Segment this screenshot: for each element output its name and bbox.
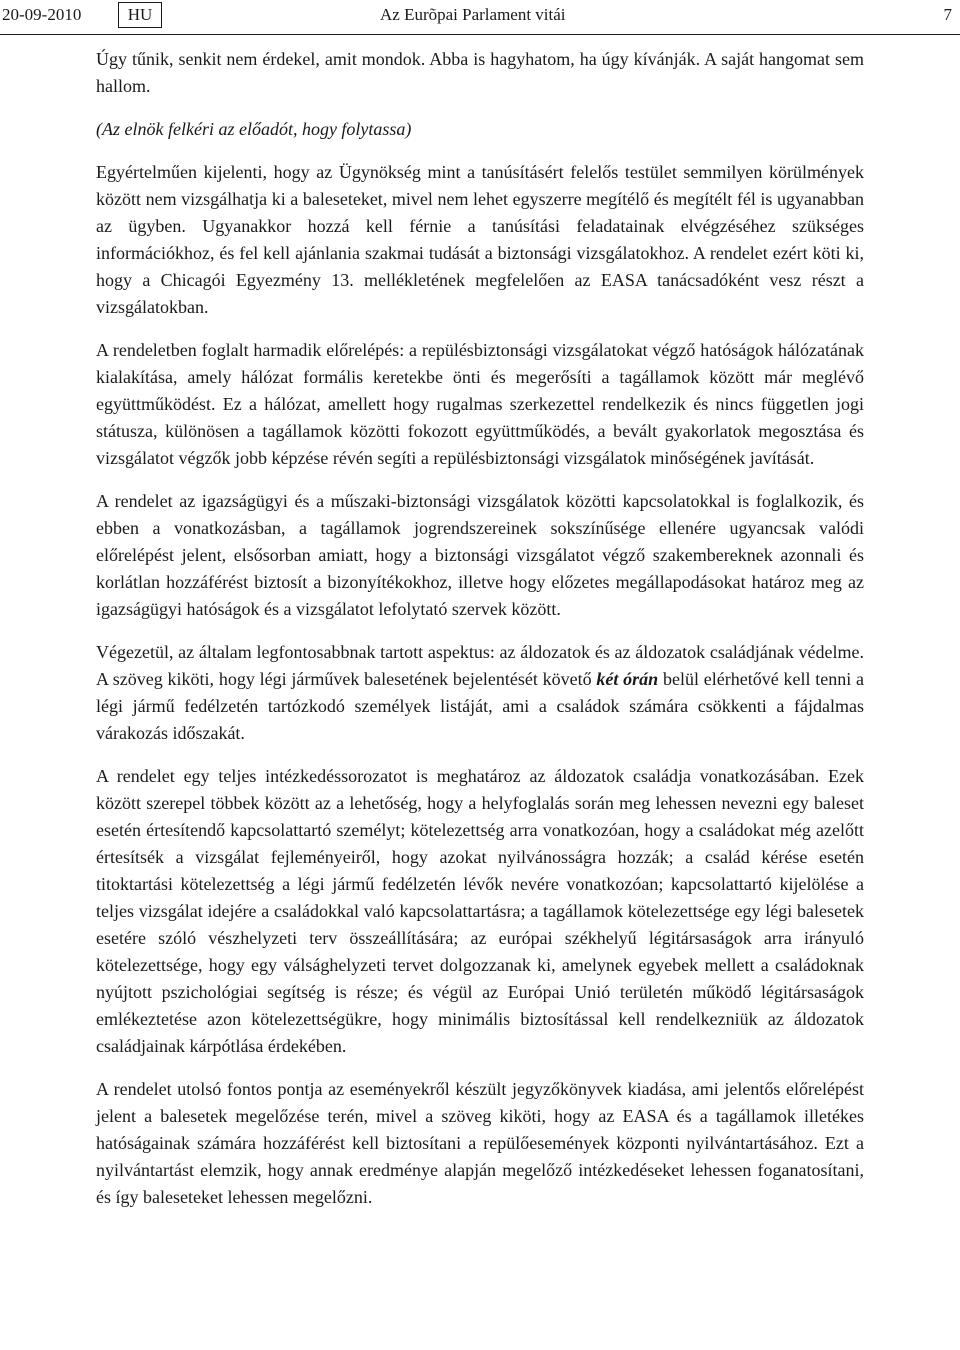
paragraph-measures: A rendelet egy teljes intézkedéssorozatot is meghatároz az áldozatok családja vonatkozásában. Ezek között szerepel többek között az a lehetőség, hogy a helyfoglalás során meg lehessen nevezni egy baleset esetén értesítendő kapcsolattartó személyt; kötelezettség arra vonatkozóan, hogy a családokat még azelőtt értesítsék a vizsgálat fejleményeiről, hogy azokat nyilvánosságra hozzák; a család kérése esetén titoktartási kötelezettség a légi jármű fedélzetén lévők nevére vonatkozóan; kapcsolattartó kijelölése a teljes vizsgálat idejére a családokkal való kapcsolattartásra; a tagállamok kötelezettsége egy légi balesetek esetére szóló vészhelyzeti terv összeállítására; az európai székhelyű légitársaságok arra irányuló kötelezettsége, hogy egy válsághelyzeti tervet dolgozzanak ki, amelynek egyebek mellett a családoknak nyújtott pszichológiai segítség is része; és végül az Európai Unió területén működő légitársaságok emlékeztetése azon kötelezettségükre, hogy minimális biztosítással kell rendelkezniük az áldozatok családjainak kárpótlása érdekében. bbox=[96, 766, 864, 1056]
page-header bbox=[0, 0, 960, 34]
paragraph-agency: Egyértelműen kijelenti, hogy az Ügynökség mint a tanúsításért felelős testület semmilyen körülmények között nem vizsgálhatja ki a baleseteket, mivel nem lehet egyszerre megítélő és megítélt fél is ugyanabban az ügyben. Ugyanakkor hozzá kell férnie a tanúsítási feladatainak elvégzéséhez szükséges információkhoz, és fel kell ajánlania szakmai tudását a biztonsági vizsgálatokhoz. A rendelet ezért köti ki, hogy a Chicagói Egyezmény 13. mellékletének megfelelően az EASA tanácsadóként vesz részt a vizsgálatokban. bbox=[96, 162, 864, 317]
paragraph-reporting: A rendelet utolsó fontos pontja az eseményekről készült jegyzőkönyvek kiadása, ami jelentős előrelépést jelent a balesetek megelőzése terén, mivel a szöveg kiköti, hogy az EASA és a tagállamok illetékes hatóságainak számára hozzáférést kell biztosítani a repülőesemények központi nyilvántartásához. Ezt a nyilvántartást elemzik, hogy annak eredménye alapján megelőző intézkedéseket lehessen foganatosítani, és így baleseteket lehessen megelőzni. bbox=[96, 1079, 864, 1207]
emphasis-two-hours: két órán bbox=[596, 669, 659, 689]
header-title: Az Eurõpai Parlament vitái bbox=[380, 5, 566, 24]
document-body bbox=[96, 46, 864, 1227]
paragraph-network: A rendeletben foglalt harmadik előrelépés: a repülésbiztonsági vizsgálatokat végző hatóságok hálózatának kialakítása, amely hálózat formális keretekbe önti és megerősíti a tagállamok között már meglévő együttműködést. Ez a hálózat, amellett hogy rugalmas szerkezettel rendelkezik és nincs független jogi státusza, különösen a tagállamok közötti fokozott együttműködés, a bevált gyakorlatok megosztása és vizsgálatot végzők jobb képzése révén segíti a repülésbiztonsági vizsgálatok minőségének javítását. bbox=[96, 340, 864, 468]
paragraph-victims-text-1: Végezetül, az általam legfontosabbnak tartott aspektus: az áldozatok és az áldozatok családjának védelme. A szöveg kiköti, hogy légi járművek balesetének bejelentését követő bbox=[96, 642, 864, 689]
header-date: 20-09-2010 bbox=[2, 5, 82, 24]
page-number: 7 bbox=[943, 5, 952, 24]
paragraph-intro: Úgy tűnik, senkit nem érdekel, amit mondok. Abba is hagyhatom, ha úgy kívánják. A saját hangomat sem hallom. bbox=[96, 49, 864, 96]
header-divider bbox=[0, 34, 960, 35]
paragraph-victims-text-2: belül elérhetővé kell tenni a légi jármű fedélzetén tartózkodó személyek listáját, ami a családok számára csökkenti a fájdalmas várakozás időszakát. bbox=[96, 669, 865, 743]
paragraph-stage-direction: (Az elnök felkéri az előadót, hogy folytassa) bbox=[96, 119, 412, 139]
paragraph-victims bbox=[96, 639, 864, 747]
paragraph-judicial: A rendelet az igazságügyi és a műszaki-biztonsági vizsgálatok közötti kapcsolatokkal is foglalkozik, és ebben a vonatkozásban, a tagállamok jogrendszereinek sokszínűsége ellenére ugyancsak valódi előrelépést jelent, elsősorban amiatt, hogy a biztonsági vizsgálatot végző szakembereknek azonnali és korlátlan hozzáférést biztosít a bizonyítékokhoz, illetve hogy előzetes megállapodásokat határoz meg az igazságügyi hatóságok és a vizsgálatot lefolytató szervek között. bbox=[96, 491, 864, 619]
language-badge: HU bbox=[118, 2, 162, 28]
